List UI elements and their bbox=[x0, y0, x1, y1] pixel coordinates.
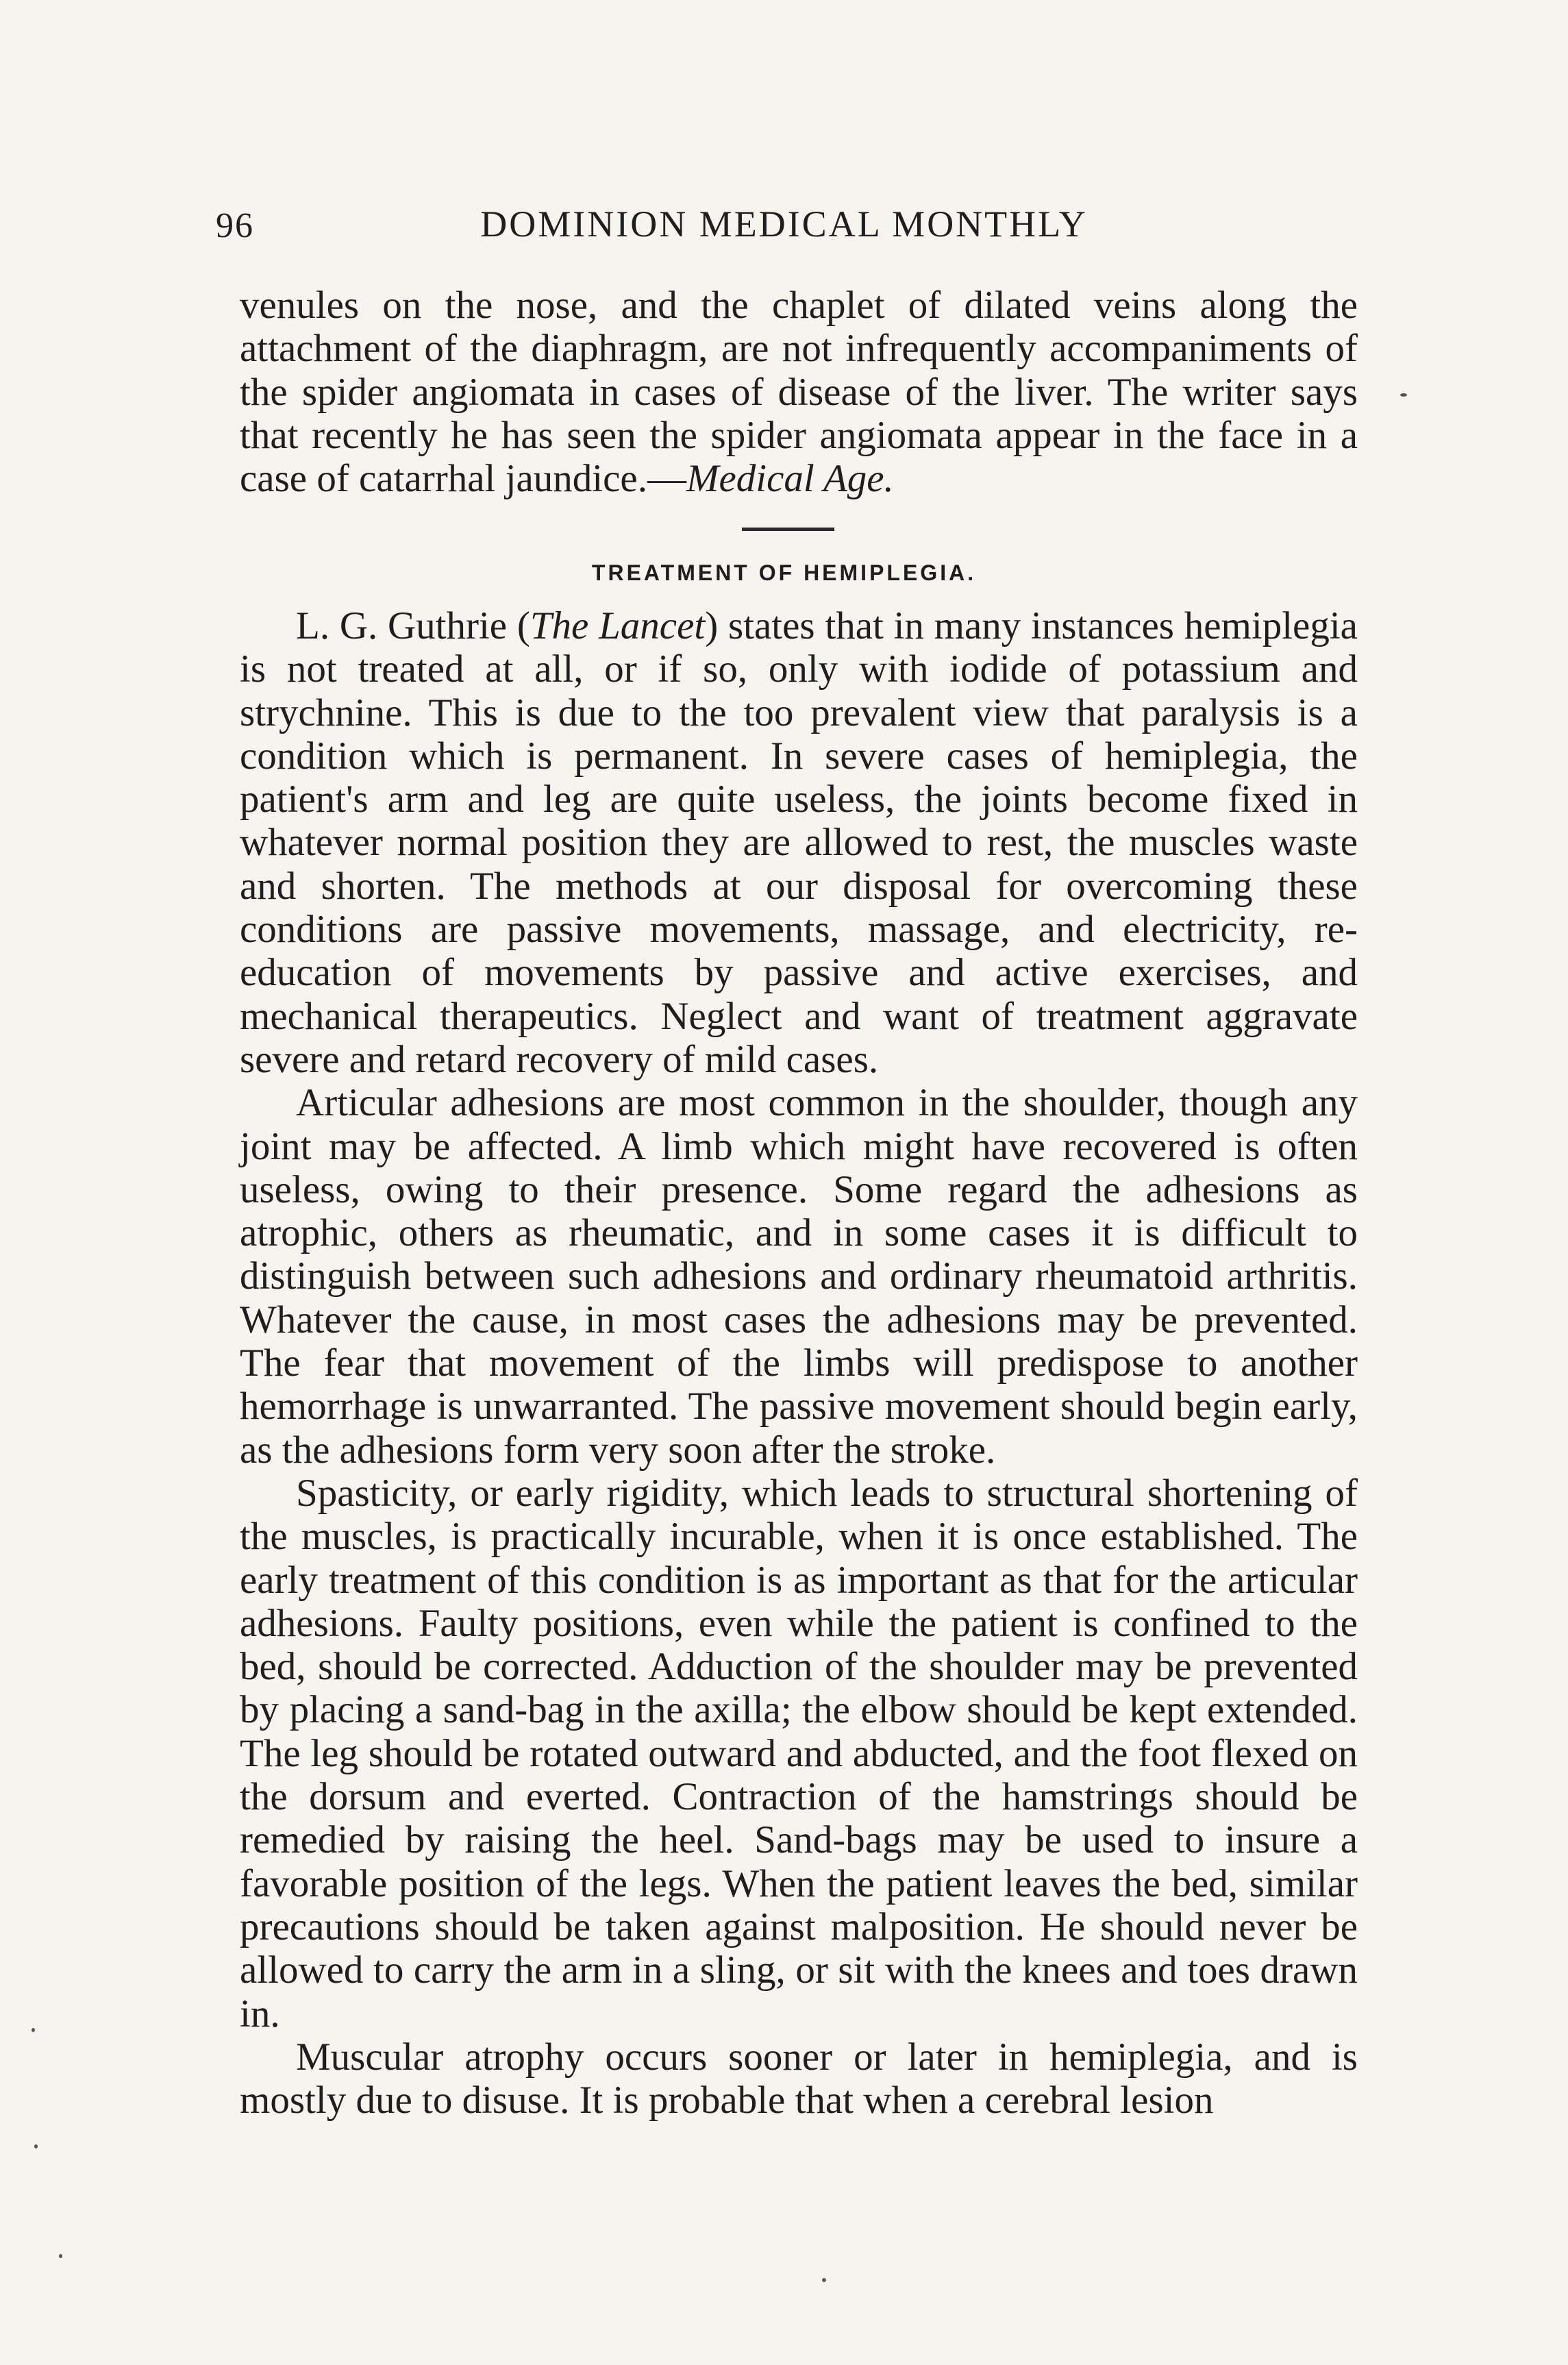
paragraph-muscular-atrophy: Muscular atrophy occurs sooner or later in hemiplegia, and is mostly due to disuse. It is probable that when a cerebral lesion bbox=[240, 2035, 1358, 2122]
page-number: 96 bbox=[216, 206, 254, 245]
top-paragraph-text: venules on the nose, and the chaplet of dilated veins along the attachment of the diaphragm, are not infrequently accompaniments of the spider angiomata in cases of disease of the liver. The writer says that recently he has seen the spider angiomata appear in the face in a case of catarrhal jaundice.—Medical Age. bbox=[240, 284, 1358, 501]
section-divider bbox=[742, 528, 834, 531]
journal-name: The Lancet bbox=[530, 604, 706, 647]
source-citation: Medical Age. bbox=[686, 457, 894, 501]
article-body bbox=[240, 604, 1358, 2122]
intro-paragraph: L. G. Guthrie (The Lancet) states that in many instances hemiplegia is not treated at all, or if so, only with iodide of potassium and strychnine. This is due to the too prevalent view that paralysis is a condition which is permanent. In severe cases of hemiplegia, the patient's arm and leg are quite useless, the joints become fixed in whatever normal position they are allowed to rest, the muscles waste and shorten. The methods at our disposal for overcoming these conditions are passive movements, massage, and electricity, re-education of movements by passive and active exercises, and mechanical therapeutics. Neglect and want of treatment aggravate severe and retard recovery of mild cases. bbox=[240, 604, 1358, 1081]
intro-text: states that in many instances hemiplegia is not treated at all, or if so, only with iodide of potassium and strychnine. This is due to the too prevalent view that paralysis is a condition which is permanent. In severe cases of hemiplegia, the patient's arm and leg are quite useless, the joints become fixed in whatever normal position they are allowed to rest, the muscles waste and shorten. The methods at our disposal for overcoming these conditions are passive movements, massage, and electricity, re-education of movements by passive and active exercises, and mechanical therapeutics. Neglect and want of treatment aggravate severe and retard recovery of mild cases. bbox=[240, 604, 1358, 1081]
paragraph-articular-adhesions: Articular adhesions are most common in the shoulder, though any joint may be affected. A limb which might have recovered is often useless, owing to their presence. Some regard the adhesions as atrophic, others as rheumatic, and in some cases it is difficult to distinguish between such adhesions and ordinary rheumatoid arthritis. Whatever the cause, in most cases the adhesions may be prevented. The fear that movement of the limbs will predispose to another hemorrhage is unwarranted. The passive movement should begin early, as the adhesions form very soon after the stroke. bbox=[240, 1081, 1358, 1472]
scan-speck bbox=[822, 2278, 826, 2282]
section-heading: TREATMENT OF HEMIPLEGIA. bbox=[591, 560, 977, 585]
scan-speck bbox=[32, 2028, 35, 2032]
scan-speck bbox=[34, 2144, 38, 2149]
scan-speck bbox=[59, 2254, 62, 2258]
paragraph-spasticity: Spasticity, or early rigidity, which leads to structural shortening of the muscles, is practically incurable, when it is once established. The early treatment of this condition is as important as that for the articular adhesions. Faulty positions, even while the patient is confined to the bed, should be corrected. Adduction of the shoulder may be prevented by placing a sand-bag in the axilla; the elbow should be kept extended. The leg should be rotated outward and abducted, and the foot flexed on the dorsum and everted. Contraction of the hamstrings should be remedied by raising the heel. Sand-bags may be used to insure a favorable position of the legs. When the patient leaves the bed, similar precautions should be taken against malposition. He should never be allowed to carry the arm in a sling, or sit with the knees and toes drawn in. bbox=[240, 1471, 1358, 2035]
top-paragraph-body: venules on the nose, and the chaplet of dilated veins along the attachment of the diaphragm, are not infrequently accompaniments of the spider angiomata in cases of disease of the liver. The writer says that recently he has seen the spider angiomata appear in the face in a case of catarrhal jaundice. bbox=[240, 284, 1358, 501]
running-head: DOMINION MEDICAL MONTHLY bbox=[480, 203, 1088, 245]
author-name: L. G. Guthrie bbox=[296, 604, 508, 647]
scan-speck bbox=[1400, 393, 1407, 397]
top-paragraph bbox=[240, 284, 1358, 500]
